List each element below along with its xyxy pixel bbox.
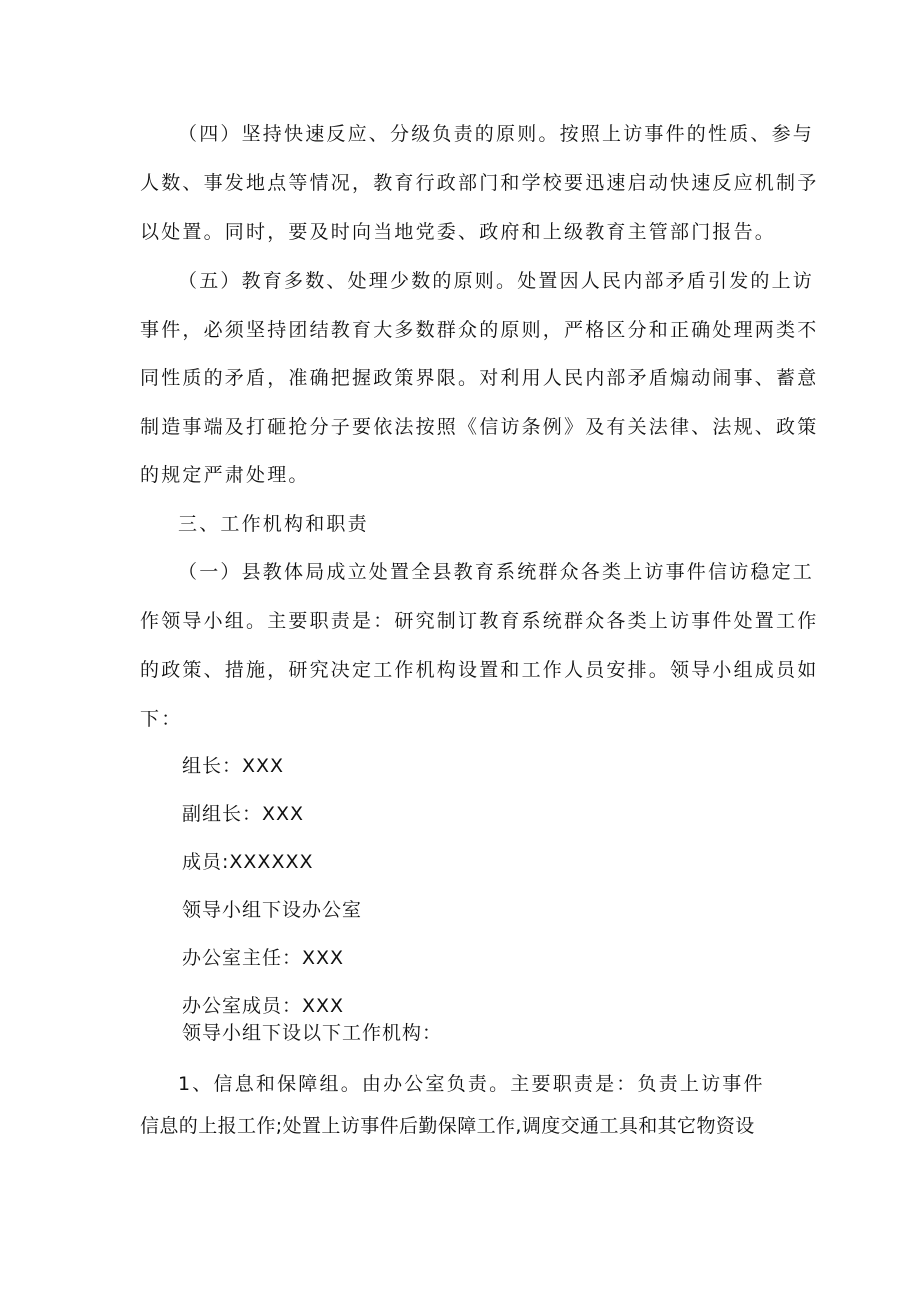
- roster-deputy-leader: 副组长：XXX: [182, 803, 305, 825]
- roster-work-units-intro: 领导小组下设以下工作机构：: [182, 1022, 443, 1044]
- work-unit-1-line-1: 1、信息和保障组。由办公室负责。主要职责是：负责上访事件: [178, 1073, 765, 1095]
- paragraph-5-line-5: 的规定严肃处理。: [140, 464, 310, 486]
- paragraph-1-line-4: 下：: [140, 708, 183, 730]
- roster-office-note: 领导小组下设办公室: [182, 899, 363, 921]
- roster-office-members: 办公室成员：XXX: [182, 995, 345, 1017]
- roster-office-director: 办公室主任：XXX: [182, 947, 345, 969]
- paragraph-4-line-3: 以处置。同时，要及时向当地党委、政府和上级教育主管部门报告。: [140, 221, 777, 243]
- paragraph-4-line-2: 人数、事发地点等情况，教育行政部门和学校要迅速启动快速反应机制予: [140, 172, 819, 194]
- paragraph-1-line-1: （一）县教体局成立处置全县教育系统群众各类上访事件信访稳定工: [178, 561, 815, 583]
- work-unit-1-line-2: 信息的上报工作;处置上访事件后勤保障工作,调度交通工具和其它物资设: [140, 1115, 755, 1137]
- section-heading: 三、工作机构和职责: [178, 513, 369, 535]
- paragraph-1-line-2: 作领导小组。主要职责是：研究制订教育系统群众各类上访事件处置工作: [140, 610, 819, 632]
- paragraph-4-line-1: （四）坚持快速反应、分级负责的原则。按照上访事件的性质、参与: [178, 123, 815, 145]
- roster-members: 成员:XXXXXX: [182, 851, 314, 873]
- paragraph-5-line-4: 制造事端及打砸抢分子要依法按照《信访条例》及有关法律、法规、政策: [140, 416, 819, 438]
- paragraph-5-line-2: 事件，必须坚持团结教育大多数群众的原则，严格区分和正确处理两类不: [140, 319, 819, 341]
- paragraph-5-line-1: （五）教育多数、处理少数的原则。处置因人民内部矛盾引发的上访: [178, 270, 815, 292]
- paragraph-1-line-3: 的政策、措施，研究决定工作机构设置和工作人员安排。领导小组成员如: [140, 659, 819, 681]
- roster-group-leader: 组长：XXX: [182, 755, 285, 777]
- paragraph-5-line-3: 同性质的矛盾，准确把握政策界限。对利用人民内部矛盾煽动闹事、蓄意: [140, 367, 819, 389]
